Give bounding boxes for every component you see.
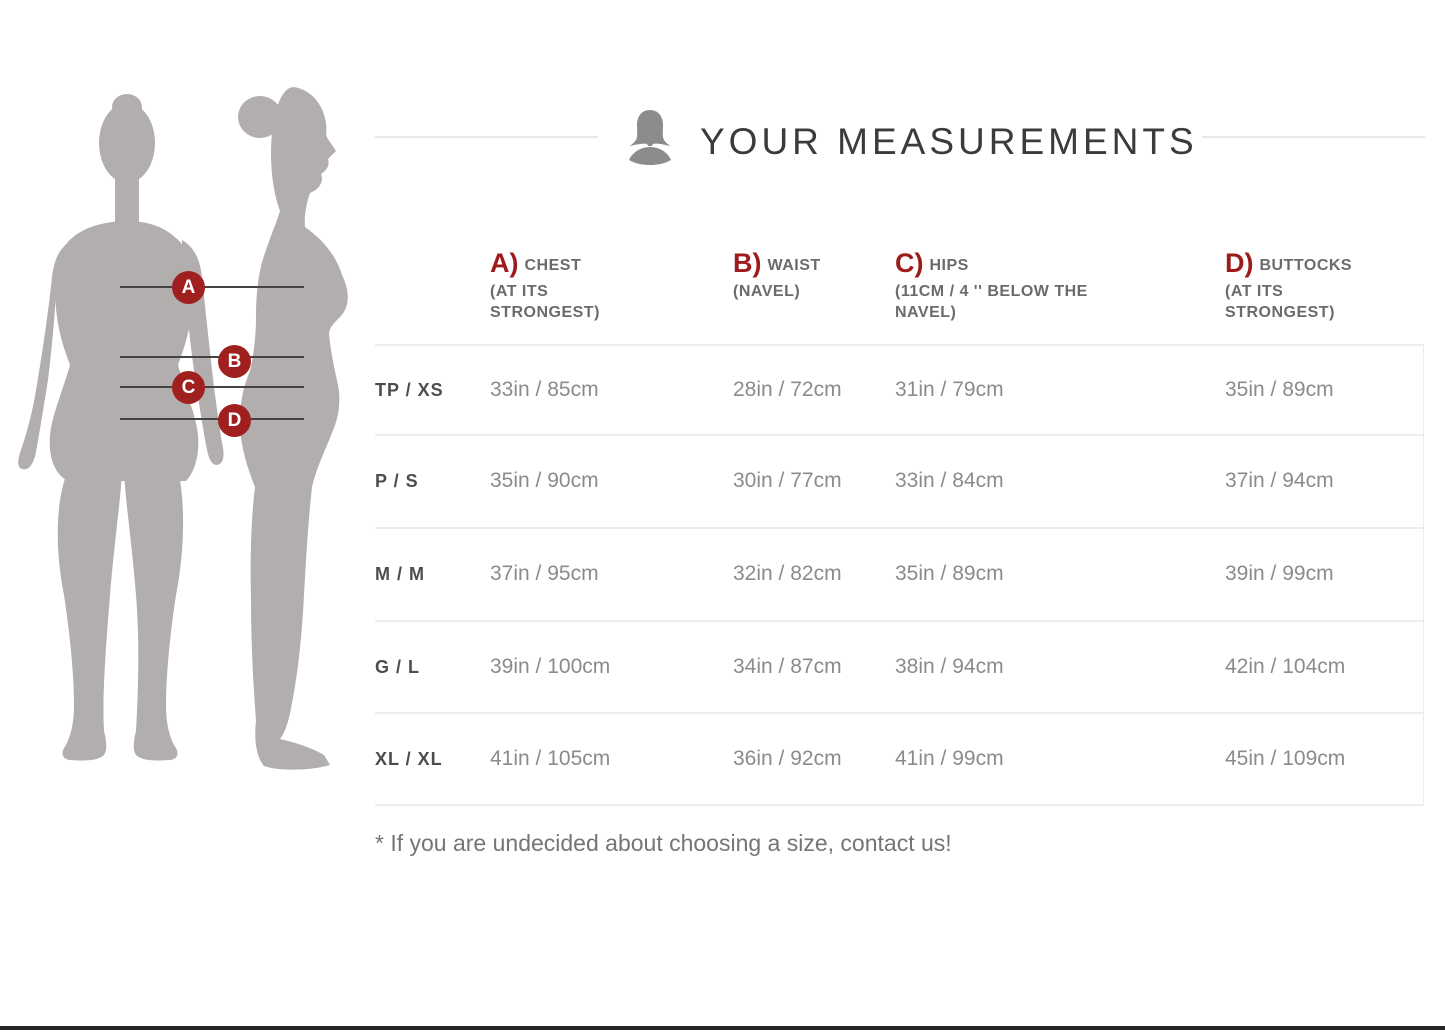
buttocks-value: 39in / 99cm <box>1225 562 1334 586</box>
column-header-waist <box>733 248 853 302</box>
page-title: YOUR MEASUREMENTS <box>700 121 1198 162</box>
column-letter: A) <box>490 248 519 278</box>
column-letter: C) <box>895 248 924 278</box>
measure-line-c <box>120 386 304 388</box>
column-header-buttocks <box>1225 248 1387 323</box>
chest-value: 35in / 90cm <box>490 469 599 493</box>
size-label: P / S <box>375 471 419 492</box>
marker-d: D <box>218 404 251 437</box>
title-divider-left <box>375 136 598 138</box>
size-label: XL / XL <box>375 748 443 769</box>
measure-line-d <box>120 418 304 420</box>
table-right-border <box>1423 344 1424 806</box>
body-silhouettes-illustration <box>10 75 360 770</box>
column-subtitle: (AT ITS STRONGEST) <box>490 283 600 322</box>
size-label: G / L <box>375 656 420 677</box>
column-subtitle: (AT ITS STRONGEST) <box>1225 283 1335 322</box>
column-name: BUTTOCKS <box>1259 257 1353 274</box>
size-help-note: * If you are undecided about choosing a size, contact us! <box>375 830 952 856</box>
size-label: M / M <box>375 564 425 585</box>
chest-value: 37in / 95cm <box>490 562 599 586</box>
hips-value: 35in / 89cm <box>895 562 1004 586</box>
marker-c: C <box>172 371 205 404</box>
column-name: HIPS <box>929 257 969 274</box>
hips-value: 31in / 79cm <box>895 377 1004 401</box>
waist-value: 28in / 72cm <box>733 377 842 401</box>
size-label: TP / XS <box>375 379 444 400</box>
column-subtitle: (NAVEL) <box>733 283 801 300</box>
chest-value: 33in / 85cm <box>490 377 599 401</box>
column-letter: D) <box>1225 248 1254 278</box>
waist-value: 36in / 92cm <box>733 746 842 770</box>
marker-b: B <box>218 345 251 378</box>
waist-value: 32in / 82cm <box>733 562 842 586</box>
buttocks-value: 45in / 109cm <box>1225 746 1346 770</box>
buttocks-value: 42in / 104cm <box>1225 654 1346 678</box>
measure-line-a <box>120 286 304 288</box>
hips-value: 38in / 94cm <box>895 654 1004 678</box>
waist-value: 30in / 77cm <box>733 469 842 493</box>
marker-a: A <box>172 271 205 304</box>
column-header-chest <box>490 248 632 323</box>
hips-value: 33in / 84cm <box>895 469 1004 493</box>
chest-value: 41in / 105cm <box>490 746 611 770</box>
waist-value: 34in / 87cm <box>733 654 842 678</box>
title-divider-right <box>1202 136 1425 138</box>
measure-line-b <box>120 356 304 358</box>
female-bust-icon <box>626 110 674 165</box>
hips-value: 41in / 99cm <box>895 746 1004 770</box>
column-header-hips <box>895 248 1147 323</box>
chest-value: 39in / 100cm <box>490 654 611 678</box>
column-name: CHEST <box>524 257 582 274</box>
row-separator <box>375 804 1424 806</box>
column-name: WAIST <box>767 257 821 274</box>
buttocks-value: 37in / 94cm <box>1225 469 1334 493</box>
column-letter: B) <box>733 248 762 278</box>
bottom-divider-bar <box>0 1026 1445 1030</box>
column-subtitle: (11CM / 4 '' BELOW THE NAVEL) <box>895 283 1088 322</box>
buttocks-value: 35in / 89cm <box>1225 377 1334 401</box>
